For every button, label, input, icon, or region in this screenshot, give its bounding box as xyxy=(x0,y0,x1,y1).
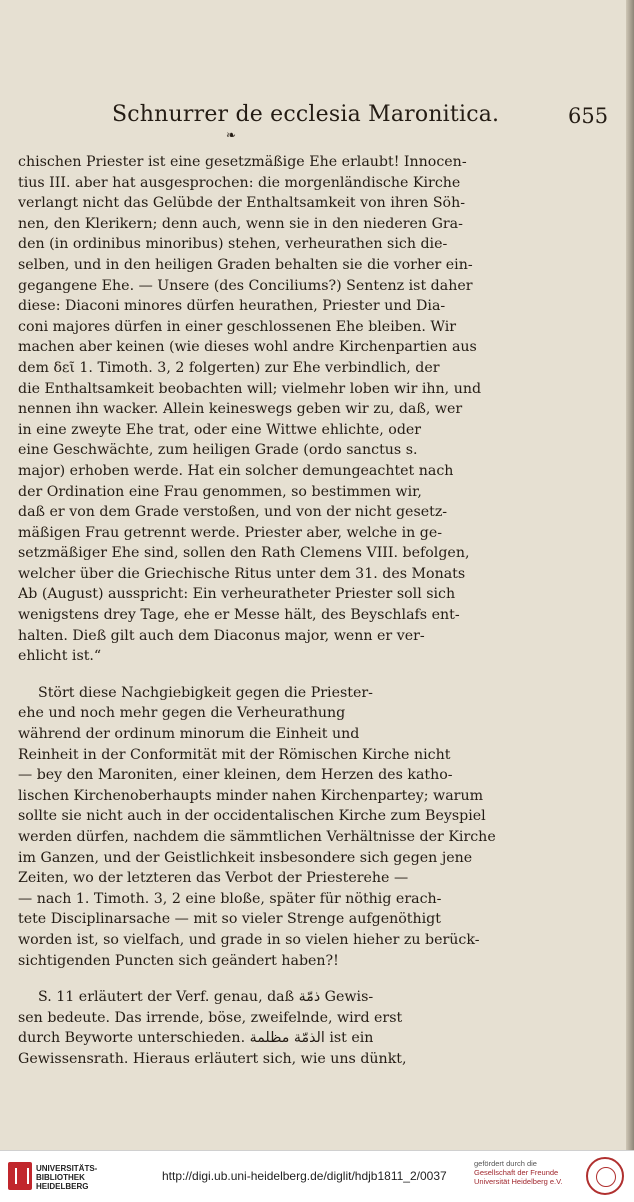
line-segment: durch Beyworte unterschieden. xyxy=(18,1030,246,1047)
text-line: wenigstens drey Tage, ehe er Messe hält, des Beyschlafs ent- xyxy=(18,607,460,624)
text-line: die Enthaltsamkeit beobachten will; vielmehr loben wir ihn, und xyxy=(18,380,482,397)
text-line: nennen ihn wacker. Allein keineswegs geben wir zu, daß, wer xyxy=(18,401,463,418)
text-line: coni majores dürfen in einer geschlossenen Ehe bleiben. Wir xyxy=(18,318,457,335)
arabic-word: ذمّة xyxy=(298,989,321,1006)
text-line: sollte sie nicht auch in der occidentalischen Kirche zum Beyspiel xyxy=(18,808,486,825)
line-segment: Gewis- xyxy=(324,989,374,1006)
paragraph-gap xyxy=(18,971,608,987)
text-line: chischen Priester ist eine gesetzmäßige Ehe erlaubt! Innocen- xyxy=(18,154,467,170)
page-header xyxy=(0,102,634,142)
text-line: werden dürfen, nachdem die sämmtlichen Verhältnisse der Kirche xyxy=(18,829,496,845)
library-name-line: HEIDELBERG xyxy=(36,1182,89,1191)
text-line: tius III. aber hat ausgesprochen: die morgenländische Kirche xyxy=(18,174,461,191)
text-line xyxy=(18,1028,608,1049)
text-line: ehlicht ist.“ xyxy=(18,648,102,665)
text-line: — bey den Maroniten, einer kleinen, dem Herzen des katho- xyxy=(18,767,453,784)
text-line: worden ist, so vielfach, und grade in so vielen hieher zu berück- xyxy=(18,931,480,948)
text-line: selben, und in den heiligen Graden behalten sie die vorher ein- xyxy=(18,256,473,273)
text-line xyxy=(18,987,608,1008)
sponsor-note xyxy=(474,1159,584,1186)
text-line: tete Disciplinarsache — mit so vieler Strenge aufgenöthigt xyxy=(18,911,441,928)
page-edge xyxy=(626,0,634,1150)
paragraph-3 xyxy=(18,987,608,1069)
text-line: Reinheit in der Conformität mit der Römischen Kirche nicht xyxy=(18,746,451,763)
text-line: Gewissensrath. Hieraus erläutert sich, wie uns dünkt, xyxy=(18,1050,407,1067)
text-line: setzmäßiger Ehe sind, sollen den Rath Clemens VIII. befolgen, xyxy=(18,545,470,562)
text-line: in eine zweyte Ehe trat, oder eine Wittwe ehlichte, oder xyxy=(18,421,422,438)
text-line: halten. Dieß gilt auch dem Diaconus major, wenn er ver- xyxy=(18,627,425,644)
line-segment: ist ein xyxy=(329,1030,374,1047)
paragraph-2 xyxy=(18,683,608,971)
text-line: Zeiten, wo der letzteren das Verbot der Priesterehe — xyxy=(18,870,409,887)
text-line: sen bedeute. Das irrende, böse, zweifelnde, wird erst xyxy=(18,1009,403,1026)
text-line: ehe und noch mehr gegen die Verheurathung xyxy=(18,705,346,722)
text-line: sichtigenden Puncten sich geändert haben?! xyxy=(18,952,339,969)
text-line: gegangene Ehe. — Unsere (des Conciliums?) Sentenz ist daher xyxy=(18,277,473,294)
arabic-word: الذمّة xyxy=(293,1030,325,1047)
text-line: machen aber keinen (wie dieses wohl andre Kirchenpartien aus xyxy=(18,339,477,356)
text-line: welcher über die Griechische Ritus unter dem 31. des Monats xyxy=(18,565,466,582)
text-line: Stört diese Nachgiebigkeit gegen die Priester- xyxy=(38,684,373,701)
text-line: daß er von dem Grade verstoßen, und von der nicht gesetz- xyxy=(18,504,448,521)
text-line: dem δεῖ 1. Timoth. 3, 2 folgerten) zur Ehe verbindlich, der xyxy=(18,359,440,376)
university-seal-icon xyxy=(586,1157,624,1195)
sponsor-line: Universität Heidelberg e.V. xyxy=(474,1177,563,1186)
arabic-word: مظلمة xyxy=(249,1030,290,1047)
running-title: Schnurrer de ecclesia Maronitica. xyxy=(112,102,500,127)
text-line: Ab (August) ausspricht: Ein verheuratheter Priester soll sich xyxy=(18,586,456,603)
permalink-url[interactable]: http://digi.ub.uni-heidelberg.de/diglit/hdjb1811_2/0037 xyxy=(162,1169,447,1183)
library-name-line: UNIVERSITÄTS- xyxy=(36,1164,98,1173)
text-line: mäßigen Frau getrennt werde. Priester aber, welche in ge- xyxy=(18,524,443,541)
text-line: verlangt nicht das Gelübde der Enthaltsamkeit von ihren Söh- xyxy=(18,195,466,212)
paragraph-gap xyxy=(18,667,608,683)
library-name-line: BIBLIOTHEK xyxy=(36,1173,85,1182)
text-line: diese: Diaconi minores dürfen heurathen, Priester und Dia- xyxy=(18,298,446,315)
ornament-mark: ❧ xyxy=(226,128,237,142)
sponsor-line: Gesellschaft der Freunde xyxy=(474,1168,559,1177)
viewer-footer xyxy=(0,1150,634,1202)
text-line: — nach 1. Timoth. 3, 2 eine bloße, später für nöthig erach- xyxy=(18,890,442,907)
page-number: 655 xyxy=(568,104,609,128)
text-line: während der ordinum minorum die Einheit und xyxy=(18,726,360,743)
text-line: lischen Kirchenoberhaupts minder nahen Kirchenpartey; warum xyxy=(18,787,484,804)
library-logo-icon xyxy=(8,1162,32,1190)
line-segment: S. 11 erläutert der Verf. genau, daß xyxy=(38,989,295,1006)
text-line: nen, den Klerikern; denn auch, wenn sie in den niederen Gra- xyxy=(18,215,463,232)
text-line: den (in ordinibus minoribus) stehen, verheurathen sich die- xyxy=(18,236,448,253)
text-line: eine Geschwächte, zum heiligen Grade (ordo sanctus s. xyxy=(18,442,418,459)
text-line: major) erhoben werde. Hat ein solcher demungeachtet nach xyxy=(18,462,454,479)
library-name xyxy=(36,1164,97,1191)
body-text xyxy=(18,152,608,1070)
paragraph-1 xyxy=(18,152,608,667)
text-line: der Ordination eine Frau genommen, so bestimmen wir, xyxy=(18,483,422,500)
sponsor-line: gefördert durch die xyxy=(474,1159,537,1168)
text-line: im Ganzen, und der Geistlichkeit insbesondere sich gegen jene xyxy=(18,849,473,866)
